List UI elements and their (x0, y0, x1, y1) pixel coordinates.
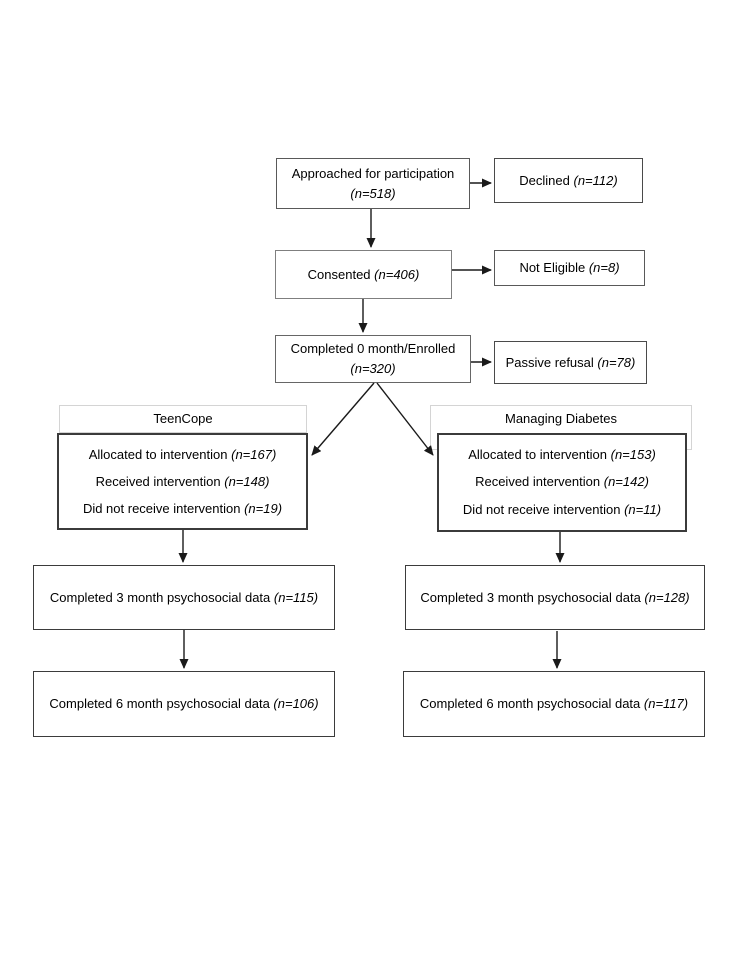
arm-header-teencope-label: TeenCope (153, 411, 213, 426)
box-passive-refusal-n: (n=78) (597, 354, 636, 370)
md-received-line (475, 472, 649, 492)
box-approached-n: (n=518) (350, 185, 396, 201)
teencope-not-received-label: Did not receive intervention (82, 500, 241, 516)
teencope-received-label: Received intervention (95, 473, 221, 489)
md-month3-n: (n=128) (644, 589, 690, 605)
box-teencope-month3 (33, 565, 335, 630)
box-declined-label: Declined (519, 172, 570, 188)
md-received-n: (n=142) (603, 474, 649, 490)
md-allocated-n: (n=153) (610, 446, 656, 462)
arm-header-managing-diabetes-label: Managing Diabetes (504, 411, 618, 426)
box-managing-diabetes-allocation (437, 433, 687, 532)
md-month3-label: Completed 3 month psychosocial data (420, 589, 641, 605)
teencope-month6-line (49, 694, 318, 714)
md-received-label: Received intervention (475, 474, 601, 490)
box-declined-line (519, 171, 617, 191)
md-not-received-label: Did not receive intervention (462, 502, 621, 518)
teencope-month3-label: Completed 3 month psychosocial data (49, 589, 271, 605)
box-enrolled-label: Completed 0 month/Enrolled (290, 341, 456, 356)
teencope-not-received-n: (n=19) (244, 500, 283, 516)
box-passive-refusal (494, 341, 647, 384)
md-month6-label: Completed 6 month psychosocial data (419, 696, 641, 711)
md-month6-line (420, 694, 688, 714)
box-teencope-allocation (57, 433, 308, 530)
box-declined-n: (n=112) (573, 172, 618, 188)
box-managing-diabetes-month3 (405, 565, 705, 630)
box-enrolled-n: (n=320) (350, 361, 396, 376)
teencope-received-line (96, 472, 270, 492)
md-allocated-label: Allocated to intervention (468, 446, 607, 462)
arrow-enrolled-to-managing-diabetes (377, 383, 433, 455)
teencope-allocated-line (89, 445, 277, 465)
box-passive-refusal-label: Passive refusal (505, 354, 594, 370)
md-not-received-n: (n=11) (624, 502, 662, 518)
teencope-month3-line (50, 588, 318, 608)
box-teencope-month6 (33, 671, 335, 737)
box-not-eligible (494, 250, 645, 286)
teencope-month3-n: (n=115) (273, 589, 319, 605)
md-month3-line (420, 588, 689, 608)
teencope-allocated-label: Allocated to intervention (88, 446, 228, 462)
md-month6-n: (n=117) (643, 696, 689, 711)
teencope-month6-n: (n=106) (273, 696, 319, 711)
box-consented-label: Consented (307, 266, 371, 282)
teencope-month6-label: Completed 6 month psychosocial data (49, 696, 270, 711)
box-not-eligible-n: (n=8) (588, 260, 620, 275)
teencope-allocated-n: (n=167) (231, 446, 277, 462)
teencope-received-n: (n=148) (224, 473, 270, 489)
arm-header-teencope (59, 405, 307, 433)
box-enrolled (275, 335, 471, 383)
md-allocated-line (468, 445, 656, 465)
box-consented-line (308, 265, 420, 285)
box-approached-label: Approached for participation (291, 165, 455, 181)
box-not-eligible-label: Not Eligible (519, 260, 586, 275)
box-consented (275, 250, 452, 299)
box-not-eligible-line (519, 258, 619, 278)
box-passive-refusal-line (506, 353, 636, 373)
box-declined (494, 158, 643, 203)
box-managing-diabetes-month6 (403, 671, 705, 737)
teencope-not-received-line (83, 499, 282, 519)
box-consented-n: (n=406) (374, 266, 420, 282)
md-not-received-line (463, 500, 661, 520)
box-approached (276, 158, 470, 209)
arrow-enrolled-to-teencope (312, 383, 374, 455)
